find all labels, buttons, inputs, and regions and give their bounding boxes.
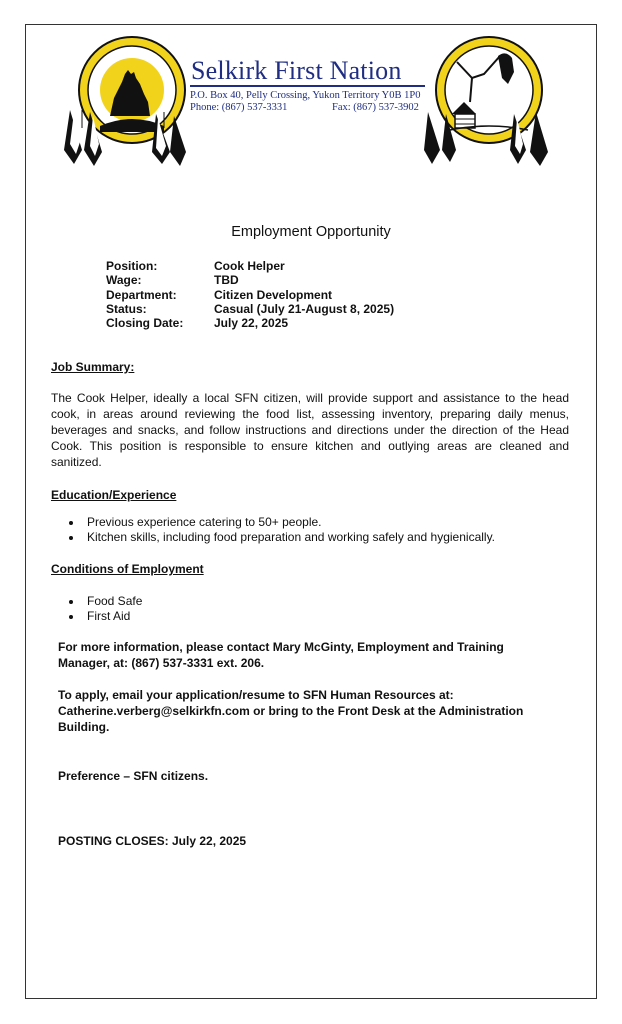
detail-label: Wage: <box>106 273 142 288</box>
list-item <box>51 594 142 609</box>
detail-value: Casual (July 21-August 8, 2025) <box>214 301 395 316</box>
detail-row <box>106 288 394 302</box>
list-item-text: Food Safe <box>87 594 143 608</box>
detail-label: Position: <box>106 259 158 273</box>
bullet-icon <box>69 536 73 540</box>
bullet-icon <box>69 521 73 525</box>
detail-value: Cook Helper <box>214 259 285 273</box>
list-item <box>51 609 142 624</box>
detail-label: Closing Date: <box>106 316 184 331</box>
conditions-list <box>51 594 142 624</box>
bullet-icon <box>69 615 73 619</box>
list-item-text: First Aid <box>87 609 131 623</box>
detail-row <box>106 316 394 330</box>
posting-closes: POSTING CLOSES: July 22, 2025 <box>58 834 247 848</box>
org-fax: Fax: (867) 537-3902 <box>332 102 419 113</box>
preference-note: Preference – SFN citizens. <box>58 769 209 783</box>
detail-row <box>106 259 394 273</box>
list-item <box>51 515 495 530</box>
list-item <box>51 530 495 545</box>
org-name-underline <box>190 85 425 87</box>
detail-label: Department: <box>106 287 177 302</box>
list-item-text: Kitchen skills, including food preparation and working safely and hygienically. <box>87 530 496 544</box>
job-summary-text: The Cook Helper, ideally a local SFN citizen, will provide support and assistance to the head cook, in areas around reviewing the food list, assessing inventory, preparing daily menus, beverages and snacks, and follow instructions and directions under the direction of the Head Cook. This position is responsible to ensure kitchen and outlying areas are cleaned and sanitized. <box>51 391 569 469</box>
conditions-heading: Conditions of Employment <box>51 562 204 576</box>
list-item-text: Previous experience catering to 50+ people. <box>87 515 322 529</box>
raven-cabin-logo <box>436 37 542 143</box>
org-address: P.O. Box 40, Pelly Crossing, Yukon Territory Y0B 1P0 <box>190 90 421 101</box>
bullet-icon <box>69 600 73 604</box>
contact-info: For more information, please contact Mary McGinty, Employment and Training Manager, at: (867) 537-3331 ext. 206. <box>58 640 504 670</box>
document-title: Employment Opportunity <box>231 224 391 240</box>
detail-value: TBD <box>214 273 239 288</box>
education-list <box>51 515 495 545</box>
detail-row <box>106 273 394 287</box>
detail-label: Status: <box>106 301 147 316</box>
apply-info: To apply, email your application/resume to SFN Human Resources at: Catherine.verberg@selkirkfn.com or bring to the Front Desk at the Administration Building. <box>58 688 524 734</box>
job-summary-heading: Job Summary: <box>51 360 135 374</box>
education-heading: Education/Experience <box>51 488 177 502</box>
detail-row <box>106 302 394 316</box>
detail-value: July 22, 2025 <box>214 316 289 331</box>
letterhead <box>52 32 580 190</box>
position-details <box>106 259 394 330</box>
org-phone: Phone: (867) 537-3331 <box>190 102 288 113</box>
org-name: Selkirk First Nation <box>191 56 402 85</box>
detail-value: Citizen Development <box>214 287 333 302</box>
